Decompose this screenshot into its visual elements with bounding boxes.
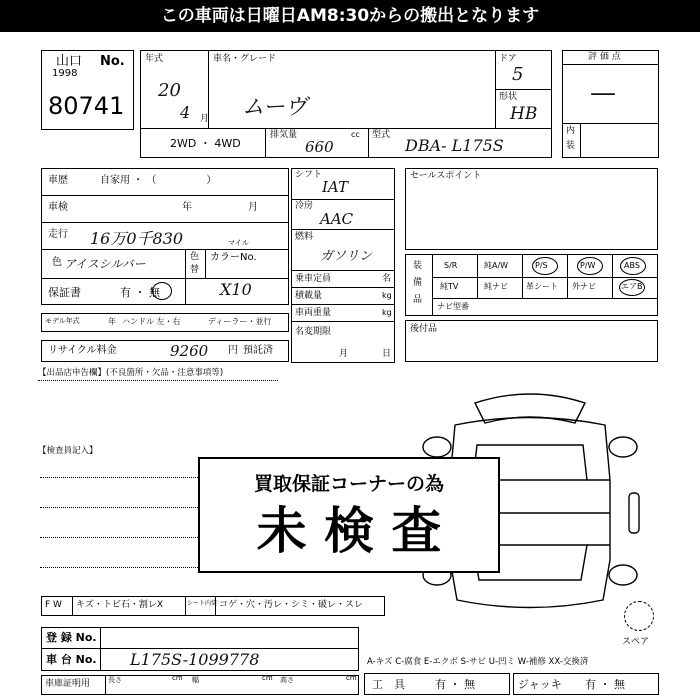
recycle-label: リサイクル料金 (48, 345, 117, 356)
equip-airbag: エアB (621, 282, 643, 291)
cert-width-label: 幅 (192, 676, 199, 684)
guarantee-stamp (198, 457, 500, 573)
checked-mark-power-steering (532, 257, 558, 275)
interior-label-2: 装 (566, 141, 576, 151)
history-value: 自家用 ・ （ ） (100, 175, 217, 186)
interior-label-1: 内 (566, 126, 576, 136)
drive-options: 2WD ・ 4WD (170, 137, 241, 150)
cert-length-unit: cm (172, 674, 183, 682)
stamp-line2: 未 検 査 (256, 502, 442, 560)
shape-value: HB (510, 104, 538, 124)
aftermarket-label: 後付品 (410, 324, 438, 334)
inspection-month-unit: 月 (248, 202, 258, 213)
jack-value: 有 ・ 無 (585, 678, 625, 691)
cert-height-label: 高さ (280, 676, 294, 684)
stamp-line1: 買取保証コーナーの為 (253, 473, 444, 495)
equip-abs: ABS (624, 261, 640, 270)
year-value: 20 (158, 80, 181, 101)
lot-number: 80741 (48, 92, 125, 120)
registration-label: 登 録 No. (46, 631, 97, 644)
shift-value: IAT (322, 178, 348, 196)
history-label: 車歴 (48, 175, 68, 186)
equip-tv: 純TV (440, 282, 459, 291)
color-no-value: X10 (220, 280, 252, 299)
equip-power-window: P/W (580, 261, 596, 270)
capacity-label: 乗車定員 (295, 274, 332, 284)
lot-no-label: No. (100, 54, 125, 69)
cert-width-unit: cm (262, 674, 273, 682)
seat-text: コゲ・穴・汚レ・シミ・破レ・スレ (219, 600, 364, 610)
mileage-unit: マイル (228, 239, 249, 247)
color-no-label: カラーNo. (210, 252, 257, 263)
certificate-label: 車庫証明用 (45, 679, 91, 689)
month-unit: 月 (200, 114, 210, 124)
mileage-label: 走行 (48, 229, 68, 240)
cert-height-unit: cm (346, 674, 357, 682)
displacement-value: 660 (305, 138, 334, 156)
dealer-options: ディーラー・並行 (208, 317, 272, 326)
name-change-day: 日 (382, 349, 392, 359)
equip-ext-navi: 外ナビ (572, 282, 596, 291)
inspection-year-unit: 年 (182, 202, 192, 213)
checked-mark-airbag (619, 279, 645, 296)
checked-mark-abs (620, 257, 646, 275)
equipment-label-1: 装 (413, 261, 423, 271)
equip-leather: 革シート (526, 282, 558, 291)
model-value: DBA- L175S (405, 136, 504, 155)
name-change-month: 月 (339, 349, 349, 359)
tools-label: 工 具 (372, 678, 405, 691)
fuel-label: 燃料 (295, 232, 314, 242)
shape-label: 形状 (499, 92, 518, 102)
fw-text: キズ・トビ石・割レX (76, 600, 163, 610)
name-change-label: 名変期限 (295, 327, 332, 337)
date-code: 1998 (52, 68, 78, 79)
warranty-value: 有 ・ 無 (120, 286, 160, 299)
warranty-circle (152, 282, 172, 300)
recycle-value: 9260 (170, 342, 209, 360)
spare-wheel-circle (624, 601, 654, 631)
displacement-label: 排気量 (270, 130, 298, 140)
tools-value: 有 ・ 無 (435, 678, 475, 691)
inspection-label: 車検 (48, 202, 68, 213)
model-year-label: モデル年式 (45, 317, 80, 325)
chassis-label: 車 台 No. (46, 653, 97, 666)
aftermarket-box (405, 320, 658, 362)
equip-alloy-wheel: 純A/W (484, 261, 509, 270)
capacity-unit: 名 (382, 274, 392, 284)
equip-sunroof: S/R (444, 261, 458, 270)
equipment-label-3: 品 (413, 295, 423, 305)
score-label: 評 価 点 (588, 52, 621, 62)
navi-model-label: ナビ型番 (437, 302, 469, 311)
seller-notes-label: 【出品店申告欄】(不良箇所・欠品・注意事項等) (38, 368, 224, 378)
venue-label: 山口 (56, 54, 83, 69)
inspector-label: 【検査員記入】 (38, 446, 98, 456)
door-label: ドア (499, 54, 517, 64)
car-name: ムーヴ (242, 95, 307, 120)
ac-label: 冷房 (295, 201, 314, 211)
month-value: 4 (180, 103, 191, 122)
load-kg-unit: kg (382, 291, 392, 300)
equipment-label-2: 備 (413, 278, 423, 288)
cc-unit: cc (351, 130, 360, 139)
door-value: 5 (512, 64, 524, 85)
ac-value: AAC (320, 210, 354, 228)
load-label: 積載量 (295, 291, 323, 301)
fw-label: F W (45, 600, 62, 610)
checked-mark-power-window (577, 257, 603, 275)
color-change-label-1: 色 (190, 252, 200, 262)
weight-kg-unit: kg (382, 308, 392, 317)
warranty-label: 保証書 (48, 286, 81, 299)
color-change-label-2: 替 (190, 265, 200, 275)
equip-navi: 純ナビ (484, 282, 508, 291)
seat-label: シート内装 (187, 600, 218, 607)
chassis-value: L175S-1099778 (130, 650, 260, 669)
sales-point-label: セールスポイント (410, 171, 482, 181)
year-label: 年式 (145, 54, 164, 64)
cert-length-label: 長さ (108, 676, 122, 684)
jack-label: ジャッキ (518, 678, 562, 691)
fuel-value: ガソリン (320, 249, 373, 264)
weight-label: 車両重量 (295, 308, 332, 318)
model-year-unit: 年 (108, 317, 116, 326)
damage-legend: A-キズ C-腐食 E-エクボ S-サビ U-凹ミ W-補修 XX-交換済 (367, 657, 589, 667)
model-label: 型式 (372, 130, 391, 140)
name-grade-label: 車名・グレード (213, 54, 277, 64)
mileage-value: 16万0千830 (90, 229, 184, 248)
equip-power-steering: P/S (535, 261, 548, 270)
lot-number-box (41, 50, 134, 130)
color-label: 色 (52, 257, 62, 268)
handle-options: ハンドル 左・右 (122, 317, 181, 326)
score-value: — (590, 78, 616, 108)
recycle-unit: 円 (228, 345, 238, 356)
recycle-status: 預託済 (243, 345, 273, 356)
color-value: アイスシルバー (64, 257, 146, 271)
spare-label: スペア (622, 637, 650, 647)
shift-label: シフト (295, 170, 323, 180)
pickup-notice-banner: この車両は日曜日AM8:30からの搬出となります (0, 0, 700, 32)
